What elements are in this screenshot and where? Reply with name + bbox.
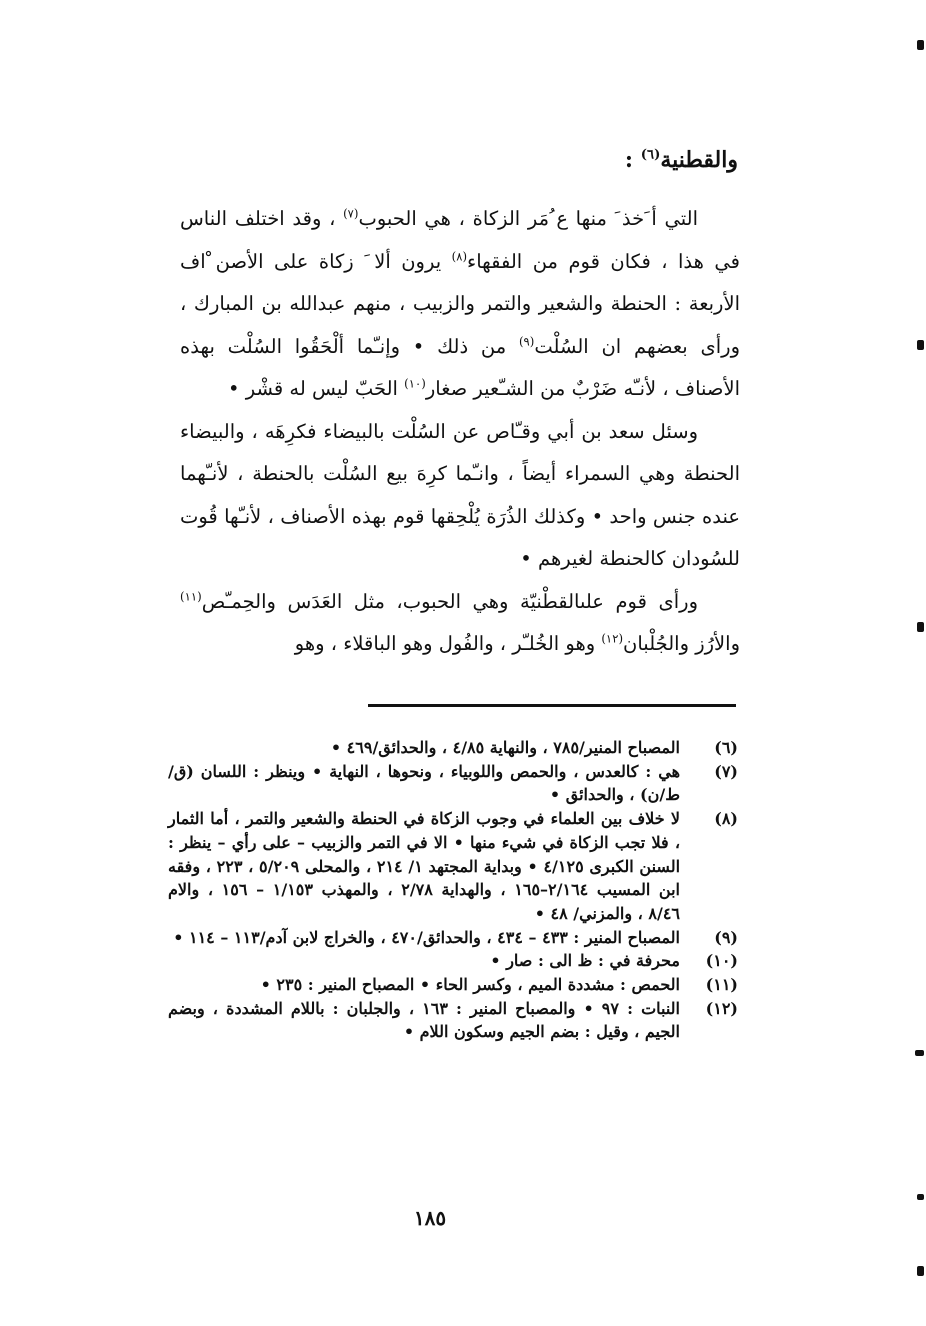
footnote-reference: (٧) (343, 206, 359, 221)
footnote-item (168, 926, 738, 950)
binding-mark (917, 622, 924, 632)
main-text (180, 198, 740, 666)
text-run: وسئل سعد بن أبي وقـّاص عن السُلْت بالبيضاء فكرِهَه ، والبيضاء الحنطة وهي السمراء أيضاً ، وانـّما كرِهَ بيع السُلْت بالحنطة ، لأنـّهما عنده جنس واحد • وكذلك الذُرَة يُلْحِقها قوم بهذه الأصناف ، لأنـّها قُوت للسُودان كالحنطة لغيرهم • (180, 419, 740, 570)
text-run: وهو الخُلـّر ، والفُول وهو الباقلاء ، وهو (294, 632, 602, 655)
footnote-reference: (٨) (451, 249, 468, 263)
text-run: يرون ألا َ زكاة على الأصن ْاف الأربعة : الحنطة والشعير والتمر والزبيب ، منهم عبدالله بن المبارك ، ورأى بعضهم ان السُلْت (180, 249, 740, 358)
heading-title: والقطنية (660, 147, 738, 173)
text-run: الحَبّ ليس له قشْر • (228, 377, 405, 400)
text-run: من ذلك • وإنـّما ألْحَقُوا السُلْت بهذه الأصناف ، لأنـّه ضَرْبٌ من الشـّعير صغار (180, 334, 740, 400)
footnote-divider (368, 704, 736, 707)
footnote-reference: (١٠) (404, 376, 426, 391)
footnote-number: (١٠) (705, 951, 738, 971)
paragraph (180, 198, 740, 411)
footnote-text: الحمص : مشددة الميم ، وكسر الحاء • المصباح المنير : ٢٣٥ • (260, 975, 680, 995)
footnote-text: لا خلاف بين العلماء في وجوب الزكاة في الحنطة والشعير والتمر ، أما الثمار ، فلا تجب الزكاة في شيء منها • الا في التمر والزبيب – على رأي – ينظر : السنن الكبرى ٤/١٢٥ • وبداية المجتهد ١/ ٢١٤ ، والمحلى ٥/٢٠٩ ، ٢٢٣ ، وفقه ابن المسيب ٢/١٦٤–١٦٥ ، والهداية ٢/٧٨ ، والمهذب ١/١٥٣ – ١٥٦ ، والام ٨/٤٦ ، والمزني/ ٤٨ • (168, 809, 681, 923)
text-run: والأرُز والجُلْبان (623, 632, 740, 655)
binding-mark (917, 340, 924, 350)
footnote-text: هي : كالعدس ، والحمص واللوبياء ، ونحوها ، النهاية • وينظر : اللسان (ق/ط/ن) ، والحدائق • (168, 761, 680, 805)
footnote-text: النبات : ٩٧ • والمصباح المنير : ١٦٣ ، والجلبان : باللام المشددة ، وبضم الجيم ، وقيل : بضم الجيم وسكون اللام • (168, 998, 680, 1042)
paragraph (180, 581, 740, 666)
footnote-item (168, 973, 738, 997)
paragraph (180, 411, 740, 581)
text-run: ، وقد اختلف الناس في هذا ، فكان قوم من الفقهاء (180, 207, 741, 273)
binding-mark (917, 1194, 924, 1200)
footnote-number: (٨) (714, 809, 738, 829)
binding-mark (915, 1050, 924, 1056)
footnote-number: (٧) (714, 761, 738, 781)
footnote-item (168, 949, 738, 973)
footnote-reference: (٩) (518, 334, 535, 348)
footnote-number: (١٢) (705, 998, 738, 1018)
binding-mark (917, 40, 924, 50)
footnote-text: المصباح المنير/٧٨٥ ، والنهاية ٤/٨٥ ، والحدائق/٤٦٩ • (330, 738, 680, 757)
heading-colon: : (624, 147, 634, 173)
footnote-number: (١١) (705, 975, 738, 995)
binding-mark (917, 1266, 924, 1276)
text-run: ورأى قوم علىالقطْنيّة وهي الحبوب، مثل العَدَس والحِمـّص (201, 589, 698, 613)
footnote-reference: (١١) (180, 589, 202, 603)
footnote-text: المصباح المنير : ٤٣٣ – ٤٣٤ ، والحدائق/٤٧٠ ، والخراج لابن آدم/١١٣ – ١١٤ • (173, 927, 680, 947)
footnote-reference: (١٢) (601, 631, 624, 646)
footnote-number: (٩) (714, 927, 738, 947)
footnote-number: (٦) (714, 738, 738, 757)
footnote-item (168, 997, 738, 1044)
footnotes-section (168, 736, 738, 1044)
footnote-text: محرفة في : ظ الى : صار • (490, 951, 680, 971)
footnote-item (168, 760, 738, 807)
page-number: ١٨٥ (413, 1206, 447, 1230)
footnote-item (168, 807, 738, 926)
text-run: التي أ َخذ َ منها ع ُمَر الزكاة ، هي الحبوب (358, 207, 698, 230)
section-heading (625, 142, 738, 178)
footnote-item (168, 736, 738, 760)
heading-note-ref: (٦) (640, 147, 661, 163)
